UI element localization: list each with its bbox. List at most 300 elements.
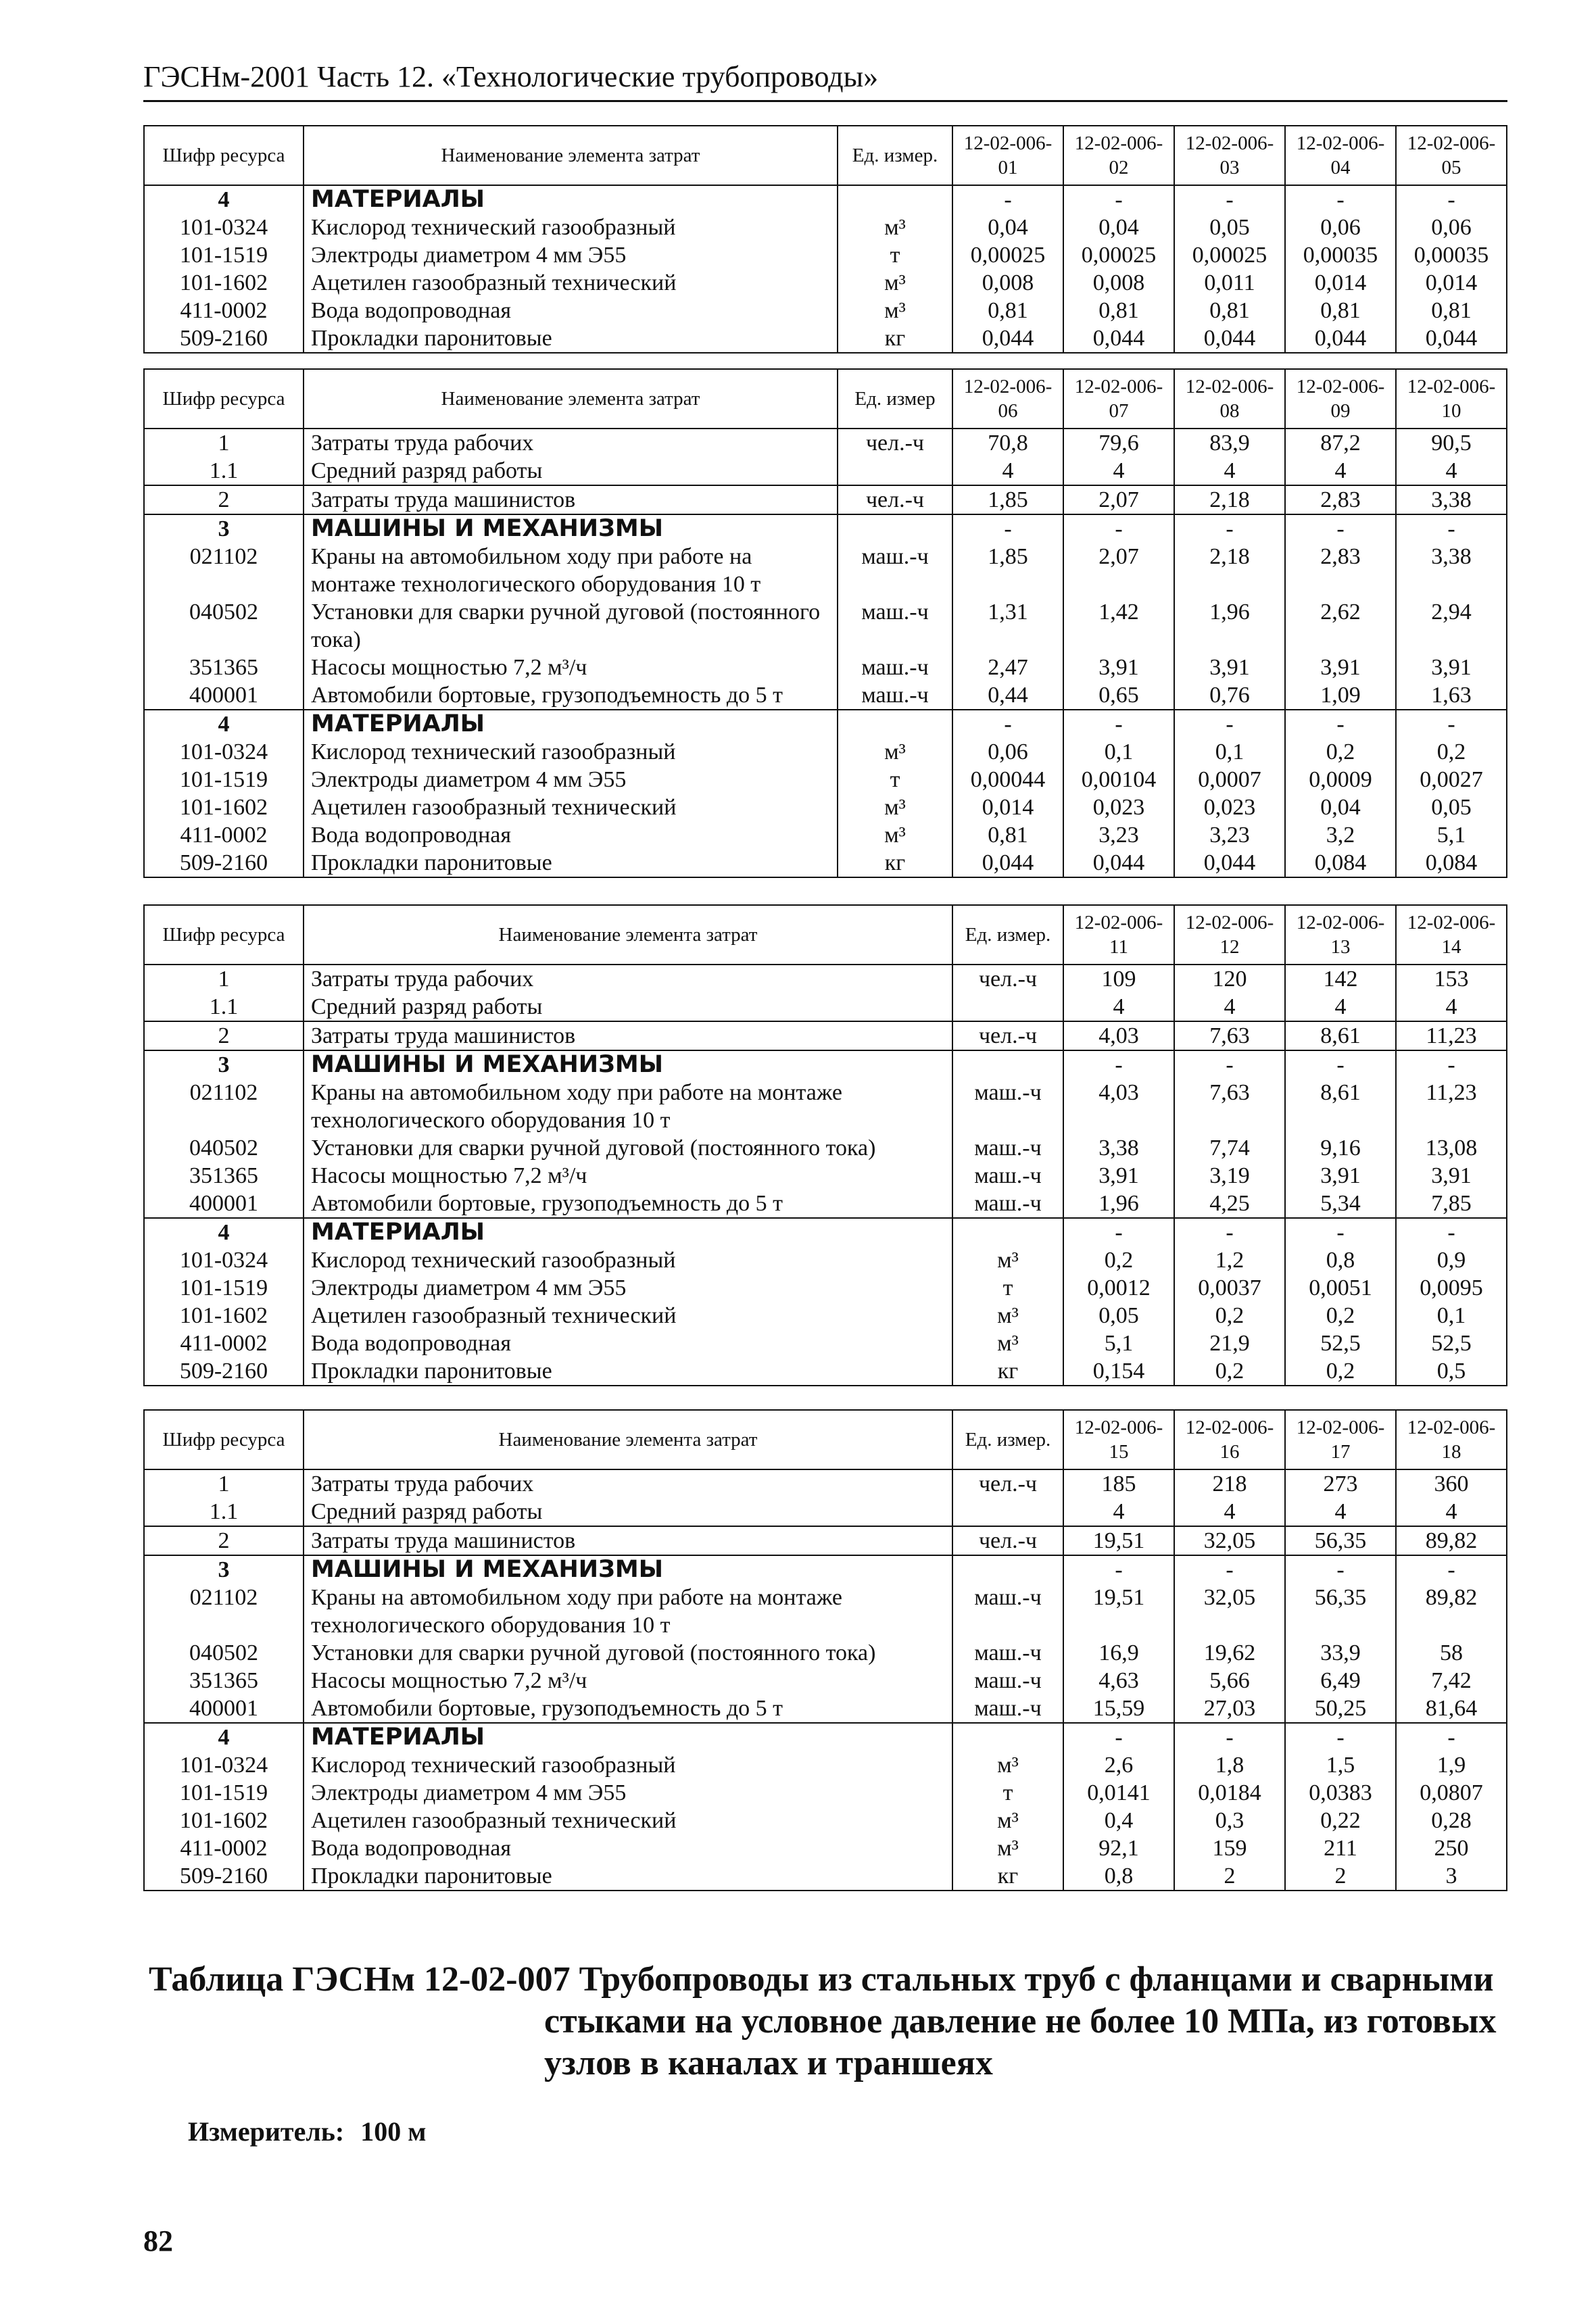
value-cell: 50,25 <box>1285 1695 1396 1723</box>
resource-code: 021102 <box>144 1079 304 1134</box>
value-cell: 0,44 <box>952 681 1063 710</box>
table-row <box>144 324 1507 353</box>
header-code: Шифр ресурса <box>144 1410 304 1469</box>
value-cell: 0,2 <box>1174 1357 1285 1386</box>
value-cell: 4 <box>1396 457 1507 485</box>
value-cell: 2 <box>1174 1862 1285 1891</box>
value-cell: 0,00044 <box>952 766 1063 794</box>
value-cell: - <box>1285 1555 1396 1584</box>
table-row <box>144 738 1507 766</box>
resource-code: 411-0002 <box>144 1834 304 1862</box>
resource-code: 3 <box>144 514 304 543</box>
meter-value: 100 м <box>360 2116 427 2147</box>
value-cell: 0,2 <box>1285 738 1396 766</box>
section-row <box>144 185 1507 214</box>
table-row <box>144 1526 1507 1555</box>
value-cell: 11,23 <box>1396 1079 1507 1134</box>
value-cell: 1,9 <box>1396 1751 1507 1779</box>
table-row <box>144 598 1507 654</box>
value-cell: 0,05 <box>1063 1302 1174 1330</box>
unit <box>952 1498 1063 1526</box>
resource-name: Установки для сварки ручной дуговой (постоянного тока) <box>304 1639 952 1667</box>
unit: маш.-ч <box>952 1162 1063 1190</box>
header-column-code: 12-02-006-17 <box>1285 1410 1396 1469</box>
value-cell: 0,81 <box>952 297 1063 324</box>
value-cell: 4 <box>1285 1498 1396 1526</box>
resource-name: Средний разряд работы <box>304 1498 952 1526</box>
value-cell: 2,07 <box>1063 485 1174 514</box>
section-row <box>144 710 1507 738</box>
resource-code: 400001 <box>144 1190 304 1218</box>
table-row <box>144 543 1507 598</box>
value-cell: 7,42 <box>1396 1667 1507 1695</box>
resource-code: 4 <box>144 185 304 214</box>
value-cell: - <box>1174 514 1285 543</box>
value-cell: 0,0007 <box>1174 766 1285 794</box>
value-cell: 19,51 <box>1063 1526 1174 1555</box>
resource-code: 4 <box>144 1723 304 1751</box>
resource-code: 3 <box>144 1050 304 1079</box>
value-cell: 2,07 <box>1063 543 1174 598</box>
table-row <box>144 1639 1507 1667</box>
unit <box>952 1218 1063 1246</box>
table-row <box>144 1021 1507 1050</box>
value-cell: 0,04 <box>1063 214 1174 241</box>
value-cell: - <box>952 185 1063 214</box>
value-cell: 5,66 <box>1174 1667 1285 1695</box>
value-cell: 0,023 <box>1063 794 1174 821</box>
table-row <box>144 1190 1507 1218</box>
unit: т <box>838 766 952 794</box>
unit: кг <box>952 1862 1063 1891</box>
unit: м³ <box>952 1834 1063 1862</box>
header-name: Наименование элемента затрат <box>304 1410 952 1469</box>
table-title-line-2: стыками на условное давление не более 10 МПа, из готовых <box>544 2002 1497 2041</box>
value-cell: 1,31 <box>952 598 1063 654</box>
value-cell: 2,62 <box>1285 598 1396 654</box>
resource-code: 021102 <box>144 1584 304 1639</box>
value-cell: 70,8 <box>952 429 1063 457</box>
table-row <box>144 1779 1507 1807</box>
resource-name: МАТЕРИАЛЫ <box>304 185 838 214</box>
value-cell: 0,81 <box>1396 297 1507 324</box>
unit: маш.-ч <box>952 1639 1063 1667</box>
value-cell: 2,83 <box>1285 543 1396 598</box>
page-number: 82 <box>143 2224 173 2258</box>
resource-code: 021102 <box>144 543 304 598</box>
value-cell: 211 <box>1285 1834 1396 1862</box>
resource-name: Средний разряд работы <box>304 457 838 485</box>
value-cell: 0,00104 <box>1063 766 1174 794</box>
value-cell: 3,91 <box>1063 1162 1174 1190</box>
value-cell: 5,34 <box>1285 1190 1396 1218</box>
value-cell: 7,63 <box>1174 1021 1285 1050</box>
unit: маш.-ч <box>838 654 952 681</box>
resource-name: Затраты труда рабочих <box>304 1469 952 1498</box>
unit <box>952 993 1063 1021</box>
value-cell: 52,5 <box>1285 1330 1396 1357</box>
value-cell: - <box>1285 514 1396 543</box>
value-cell: - <box>1174 710 1285 738</box>
value-cell: 1,85 <box>952 485 1063 514</box>
unit: кг <box>838 324 952 353</box>
value-cell: 0,0012 <box>1063 1274 1174 1302</box>
value-cell: - <box>1174 185 1285 214</box>
value-cell: 1,8 <box>1174 1751 1285 1779</box>
value-cell: - <box>1285 185 1396 214</box>
value-cell: 2,18 <box>1174 485 1285 514</box>
value-cell: 0,0807 <box>1396 1779 1507 1807</box>
value-cell: 0,044 <box>952 849 1063 877</box>
unit: маш.-ч <box>838 681 952 710</box>
value-cell: 0,044 <box>1174 849 1285 877</box>
value-cell: 4 <box>1396 993 1507 1021</box>
value-cell: 0,5 <box>1396 1357 1507 1386</box>
resource-name: Вода водопроводная <box>304 297 838 324</box>
resource-name: МАШИНЫ И МЕХАНИЗМЫ <box>304 1555 952 1584</box>
value-cell: 0,1 <box>1063 738 1174 766</box>
resource-code: 101-0324 <box>144 1246 304 1274</box>
value-cell: - <box>1285 710 1396 738</box>
value-cell: 153 <box>1396 965 1507 993</box>
value-cell: 0,014 <box>1285 269 1396 297</box>
value-cell: 4 <box>1063 993 1174 1021</box>
resource-name: Электроды диаметром 4 мм Э55 <box>304 766 838 794</box>
resource-code: 351365 <box>144 654 304 681</box>
resource-name: Прокладки паронитовые <box>304 849 838 877</box>
resource-name: МАШИНЫ И МЕХАНИЗМЫ <box>304 514 838 543</box>
value-cell: 0,05 <box>1396 794 1507 821</box>
value-cell: 0,044 <box>1396 324 1507 353</box>
resource-code: 101-1519 <box>144 241 304 269</box>
resource-code: 040502 <box>144 1134 304 1162</box>
value-cell: 2 <box>1285 1862 1396 1891</box>
table-header-row <box>144 1410 1507 1469</box>
value-cell: 0,044 <box>1285 324 1396 353</box>
table-row <box>144 766 1507 794</box>
table-row <box>144 1162 1507 1190</box>
resource-code: 509-2160 <box>144 324 304 353</box>
value-cell: 4 <box>1396 1498 1507 1526</box>
value-cell: 4,25 <box>1174 1190 1285 1218</box>
value-cell: 0,65 <box>1063 681 1174 710</box>
value-cell: 0,00025 <box>1063 241 1174 269</box>
value-cell: 4 <box>1063 1498 1174 1526</box>
resource-name: Вода водопроводная <box>304 821 838 849</box>
value-cell: 0,1 <box>1396 1302 1507 1330</box>
unit: м³ <box>838 821 952 849</box>
value-cell: 3,91 <box>1063 654 1174 681</box>
value-cell: 0,8 <box>1063 1862 1174 1891</box>
value-cell: 0,044 <box>1063 849 1174 877</box>
header-column-code: 12-02-006-03 <box>1174 126 1285 185</box>
resource-name: Затраты труда машинистов <box>304 1021 952 1050</box>
header-column-code: 12-02-006-05 <box>1396 126 1507 185</box>
header-unit: Ед. измер. <box>952 1410 1063 1469</box>
table-row <box>144 1695 1507 1723</box>
resource-code: 411-0002 <box>144 297 304 324</box>
value-cell: 15,59 <box>1063 1695 1174 1723</box>
value-cell: 13,08 <box>1396 1134 1507 1162</box>
header-column-code: 12-02-006-16 <box>1174 1410 1285 1469</box>
unit: м³ <box>838 297 952 324</box>
table-row <box>144 297 1507 324</box>
value-cell: - <box>1063 1723 1174 1751</box>
resource-name: Краны на автомобильном ходу при работе на монтаже технологического оборудования 10 т <box>304 1079 952 1134</box>
value-cell: 3,19 <box>1174 1162 1285 1190</box>
resource-name: Автомобили бортовые, грузоподъемность до 5 т <box>304 681 838 710</box>
value-cell: 0,0184 <box>1174 1779 1285 1807</box>
table-row <box>144 849 1507 877</box>
value-cell: - <box>1174 1723 1285 1751</box>
unit: маш.-ч <box>838 598 952 654</box>
table-row <box>144 1584 1507 1639</box>
table-row <box>144 821 1507 849</box>
section-row <box>144 514 1507 543</box>
table-row <box>144 214 1507 241</box>
resource-name: Автомобили бортовые, грузоподъемность до 5 т <box>304 1190 952 1218</box>
value-cell: 4 <box>1174 993 1285 1021</box>
resource-code: 351365 <box>144 1162 304 1190</box>
value-cell: 81,64 <box>1396 1695 1507 1723</box>
value-cell: 0,0009 <box>1285 766 1396 794</box>
value-cell: 21,9 <box>1174 1330 1285 1357</box>
value-cell: 16,9 <box>1063 1639 1174 1667</box>
resource-code: 351365 <box>144 1667 304 1695</box>
resource-code: 400001 <box>144 681 304 710</box>
unit: м³ <box>952 1330 1063 1357</box>
unit: м³ <box>952 1751 1063 1779</box>
value-cell: 3,91 <box>1396 654 1507 681</box>
value-cell: - <box>1063 1050 1174 1079</box>
resource-name: Краны на автомобильном ходу при работе на монтаже технологического оборудования 10 т <box>304 543 838 598</box>
resource-code: 040502 <box>144 598 304 654</box>
value-cell: 56,35 <box>1285 1584 1396 1639</box>
unit: м³ <box>838 269 952 297</box>
table-row <box>144 1274 1507 1302</box>
value-cell: 0,81 <box>1063 297 1174 324</box>
resource-name: Кислород технический газообразный <box>304 1246 952 1274</box>
unit: м³ <box>952 1246 1063 1274</box>
resource-name: Прокладки паронитовые <box>304 324 838 353</box>
value-cell: - <box>1174 1050 1285 1079</box>
value-cell: - <box>952 710 1063 738</box>
value-cell: - <box>1285 1218 1396 1246</box>
value-cell: - <box>1063 514 1174 543</box>
value-cell: 4,63 <box>1063 1667 1174 1695</box>
header-code: Шифр ресурса <box>144 126 304 185</box>
header-unit: Ед. измер. <box>952 905 1063 965</box>
resource-table-1 <box>143 125 1507 354</box>
table-row <box>144 1862 1507 1891</box>
resource-code: 1.1 <box>144 993 304 1021</box>
value-cell: 4,03 <box>1063 1021 1174 1050</box>
meter-label: Измеритель: <box>188 2116 345 2147</box>
value-cell: 0,044 <box>952 324 1063 353</box>
resource-code: 509-2160 <box>144 1862 304 1891</box>
value-cell: 0,0027 <box>1396 766 1507 794</box>
header-code: Шифр ресурса <box>144 905 304 965</box>
table-row <box>144 794 1507 821</box>
unit: маш.-ч <box>952 1079 1063 1134</box>
resource-name: Автомобили бортовые, грузоподъемность до 5 т <box>304 1695 952 1723</box>
resource-code: 101-1519 <box>144 1779 304 1807</box>
table-title-line-3: узлов в каналах и траншеях <box>544 2044 993 2082</box>
unit: м³ <box>838 794 952 821</box>
value-cell: 3,38 <box>1063 1134 1174 1162</box>
resource-name: МАТЕРИАЛЫ <box>304 1723 952 1751</box>
value-cell: - <box>1174 1555 1285 1584</box>
header-column-code: 12-02-006-10 <box>1396 369 1507 429</box>
resource-name: Кислород технический газообразный <box>304 1751 952 1779</box>
value-cell: 7,85 <box>1396 1190 1507 1218</box>
table-row <box>144 1134 1507 1162</box>
value-cell: 3,91 <box>1285 1162 1396 1190</box>
resource-name: Электроды диаметром 4 мм Э55 <box>304 1779 952 1807</box>
value-cell: 0,3 <box>1174 1807 1285 1834</box>
value-cell: 142 <box>1285 965 1396 993</box>
value-cell: 0,04 <box>952 214 1063 241</box>
header-unit: Ед. измер <box>838 369 952 429</box>
resource-name: Ацетилен газообразный технический <box>304 269 838 297</box>
header-column-code: 12-02-006-06 <box>952 369 1063 429</box>
unit: м³ <box>952 1302 1063 1330</box>
value-cell: 33,9 <box>1285 1639 1396 1667</box>
resource-name: Установки для сварки ручной дуговой (постоянного тока) <box>304 1134 952 1162</box>
value-cell: 0,044 <box>1063 324 1174 353</box>
value-cell: 9,16 <box>1285 1134 1396 1162</box>
table-row <box>144 1302 1507 1330</box>
value-cell: 0,8 <box>1285 1246 1396 1274</box>
value-cell: 1,63 <box>1396 681 1507 710</box>
value-cell: 8,61 <box>1285 1021 1396 1050</box>
page-header: ГЭСНм-2001 Часть 12. «Технологические трубопроводы» <box>143 60 879 93</box>
value-cell: 0,4 <box>1063 1807 1174 1834</box>
value-cell: 0,2 <box>1063 1246 1174 1274</box>
unit: маш.-ч <box>838 543 952 598</box>
value-cell: 0,014 <box>952 794 1063 821</box>
value-cell: 7,63 <box>1174 1079 1285 1134</box>
resource-code: 2 <box>144 1021 304 1050</box>
resource-code: 101-0324 <box>144 738 304 766</box>
resource-name: Затраты труда рабочих <box>304 965 952 993</box>
value-cell: - <box>1396 710 1507 738</box>
header-column-code: 12-02-006-02 <box>1063 126 1174 185</box>
resource-code: 2 <box>144 485 304 514</box>
value-cell: 0,00035 <box>1285 241 1396 269</box>
unit: чел.-ч <box>952 1469 1063 1498</box>
resource-name: Насосы мощностью 7,2 м³/ч <box>304 1162 952 1190</box>
unit: маш.-ч <box>952 1584 1063 1639</box>
value-cell: - <box>1063 1218 1174 1246</box>
header-column-code: 12-02-006-15 <box>1063 1410 1174 1469</box>
table-row <box>144 654 1507 681</box>
value-cell: - <box>1063 1555 1174 1584</box>
value-cell: 89,82 <box>1396 1526 1507 1555</box>
table-row <box>144 1357 1507 1386</box>
value-cell: 6,49 <box>1285 1667 1396 1695</box>
value-cell: 1,5 <box>1285 1751 1396 1779</box>
value-cell: 0,2 <box>1396 738 1507 766</box>
value-cell: 11,23 <box>1396 1021 1507 1050</box>
value-cell: 0,76 <box>1174 681 1285 710</box>
value-cell: 0,008 <box>952 269 1063 297</box>
value-cell: 0,084 <box>1396 849 1507 877</box>
value-cell: 1,96 <box>1174 598 1285 654</box>
value-cell: 0,81 <box>1285 297 1396 324</box>
unit <box>838 710 952 738</box>
unit: кг <box>838 849 952 877</box>
header-column-code: 12-02-006-07 <box>1063 369 1174 429</box>
resource-code: 1 <box>144 429 304 457</box>
value-cell: 0,2 <box>1285 1302 1396 1330</box>
resource-code: 101-1519 <box>144 766 304 794</box>
section-row <box>144 1050 1507 1079</box>
unit: маш.-ч <box>952 1190 1063 1218</box>
table-header-row <box>144 369 1507 429</box>
table-row <box>144 241 1507 269</box>
table-row <box>144 269 1507 297</box>
value-cell: 19,62 <box>1174 1639 1285 1667</box>
value-cell: 0,22 <box>1285 1807 1396 1834</box>
value-cell: 0,154 <box>1063 1357 1174 1386</box>
value-cell: 4 <box>952 457 1063 485</box>
value-cell: 0,0141 <box>1063 1779 1174 1807</box>
value-cell: 0,0383 <box>1285 1779 1396 1807</box>
value-cell: 159 <box>1174 1834 1285 1862</box>
resource-name: Вода водопроводная <box>304 1330 952 1357</box>
value-cell: 3,38 <box>1396 485 1507 514</box>
value-cell: 250 <box>1396 1834 1507 1862</box>
table-row <box>144 1330 1507 1357</box>
unit: чел.-ч <box>952 965 1063 993</box>
value-cell: - <box>1174 1218 1285 1246</box>
value-cell: 1,09 <box>1285 681 1396 710</box>
unit <box>952 1723 1063 1751</box>
resource-code: 4 <box>144 710 304 738</box>
value-cell: - <box>1396 514 1507 543</box>
resource-code: 101-1602 <box>144 1302 304 1330</box>
value-cell: 0,044 <box>1174 324 1285 353</box>
table-row <box>144 485 1507 514</box>
resource-code: 1 <box>144 1469 304 1498</box>
resource-name: Затраты труда рабочих <box>304 429 838 457</box>
unit <box>952 1555 1063 1584</box>
table-row <box>144 1834 1507 1862</box>
table-row <box>144 457 1507 485</box>
value-cell: 2,6 <box>1063 1751 1174 1779</box>
resource-code: 411-0002 <box>144 1330 304 1357</box>
unit: маш.-ч <box>952 1667 1063 1695</box>
resource-code: 1.1 <box>144 457 304 485</box>
value-cell: 8,61 <box>1285 1079 1396 1134</box>
resource-code: 101-1602 <box>144 794 304 821</box>
unit <box>838 185 952 214</box>
meter <box>188 2116 442 2147</box>
header-rule <box>143 100 1507 102</box>
unit: т <box>952 1779 1063 1807</box>
unit: чел.-ч <box>838 485 952 514</box>
value-cell: 0,2 <box>1285 1357 1396 1386</box>
resource-name: МАТЕРИАЛЫ <box>304 710 838 738</box>
value-cell: 3,91 <box>1396 1162 1507 1190</box>
section-row <box>144 1218 1507 1246</box>
value-cell: 0,084 <box>1285 849 1396 877</box>
value-cell: 90,5 <box>1396 429 1507 457</box>
unit: кг <box>952 1357 1063 1386</box>
value-cell: 185 <box>1063 1469 1174 1498</box>
resource-table-2 <box>143 368 1507 878</box>
